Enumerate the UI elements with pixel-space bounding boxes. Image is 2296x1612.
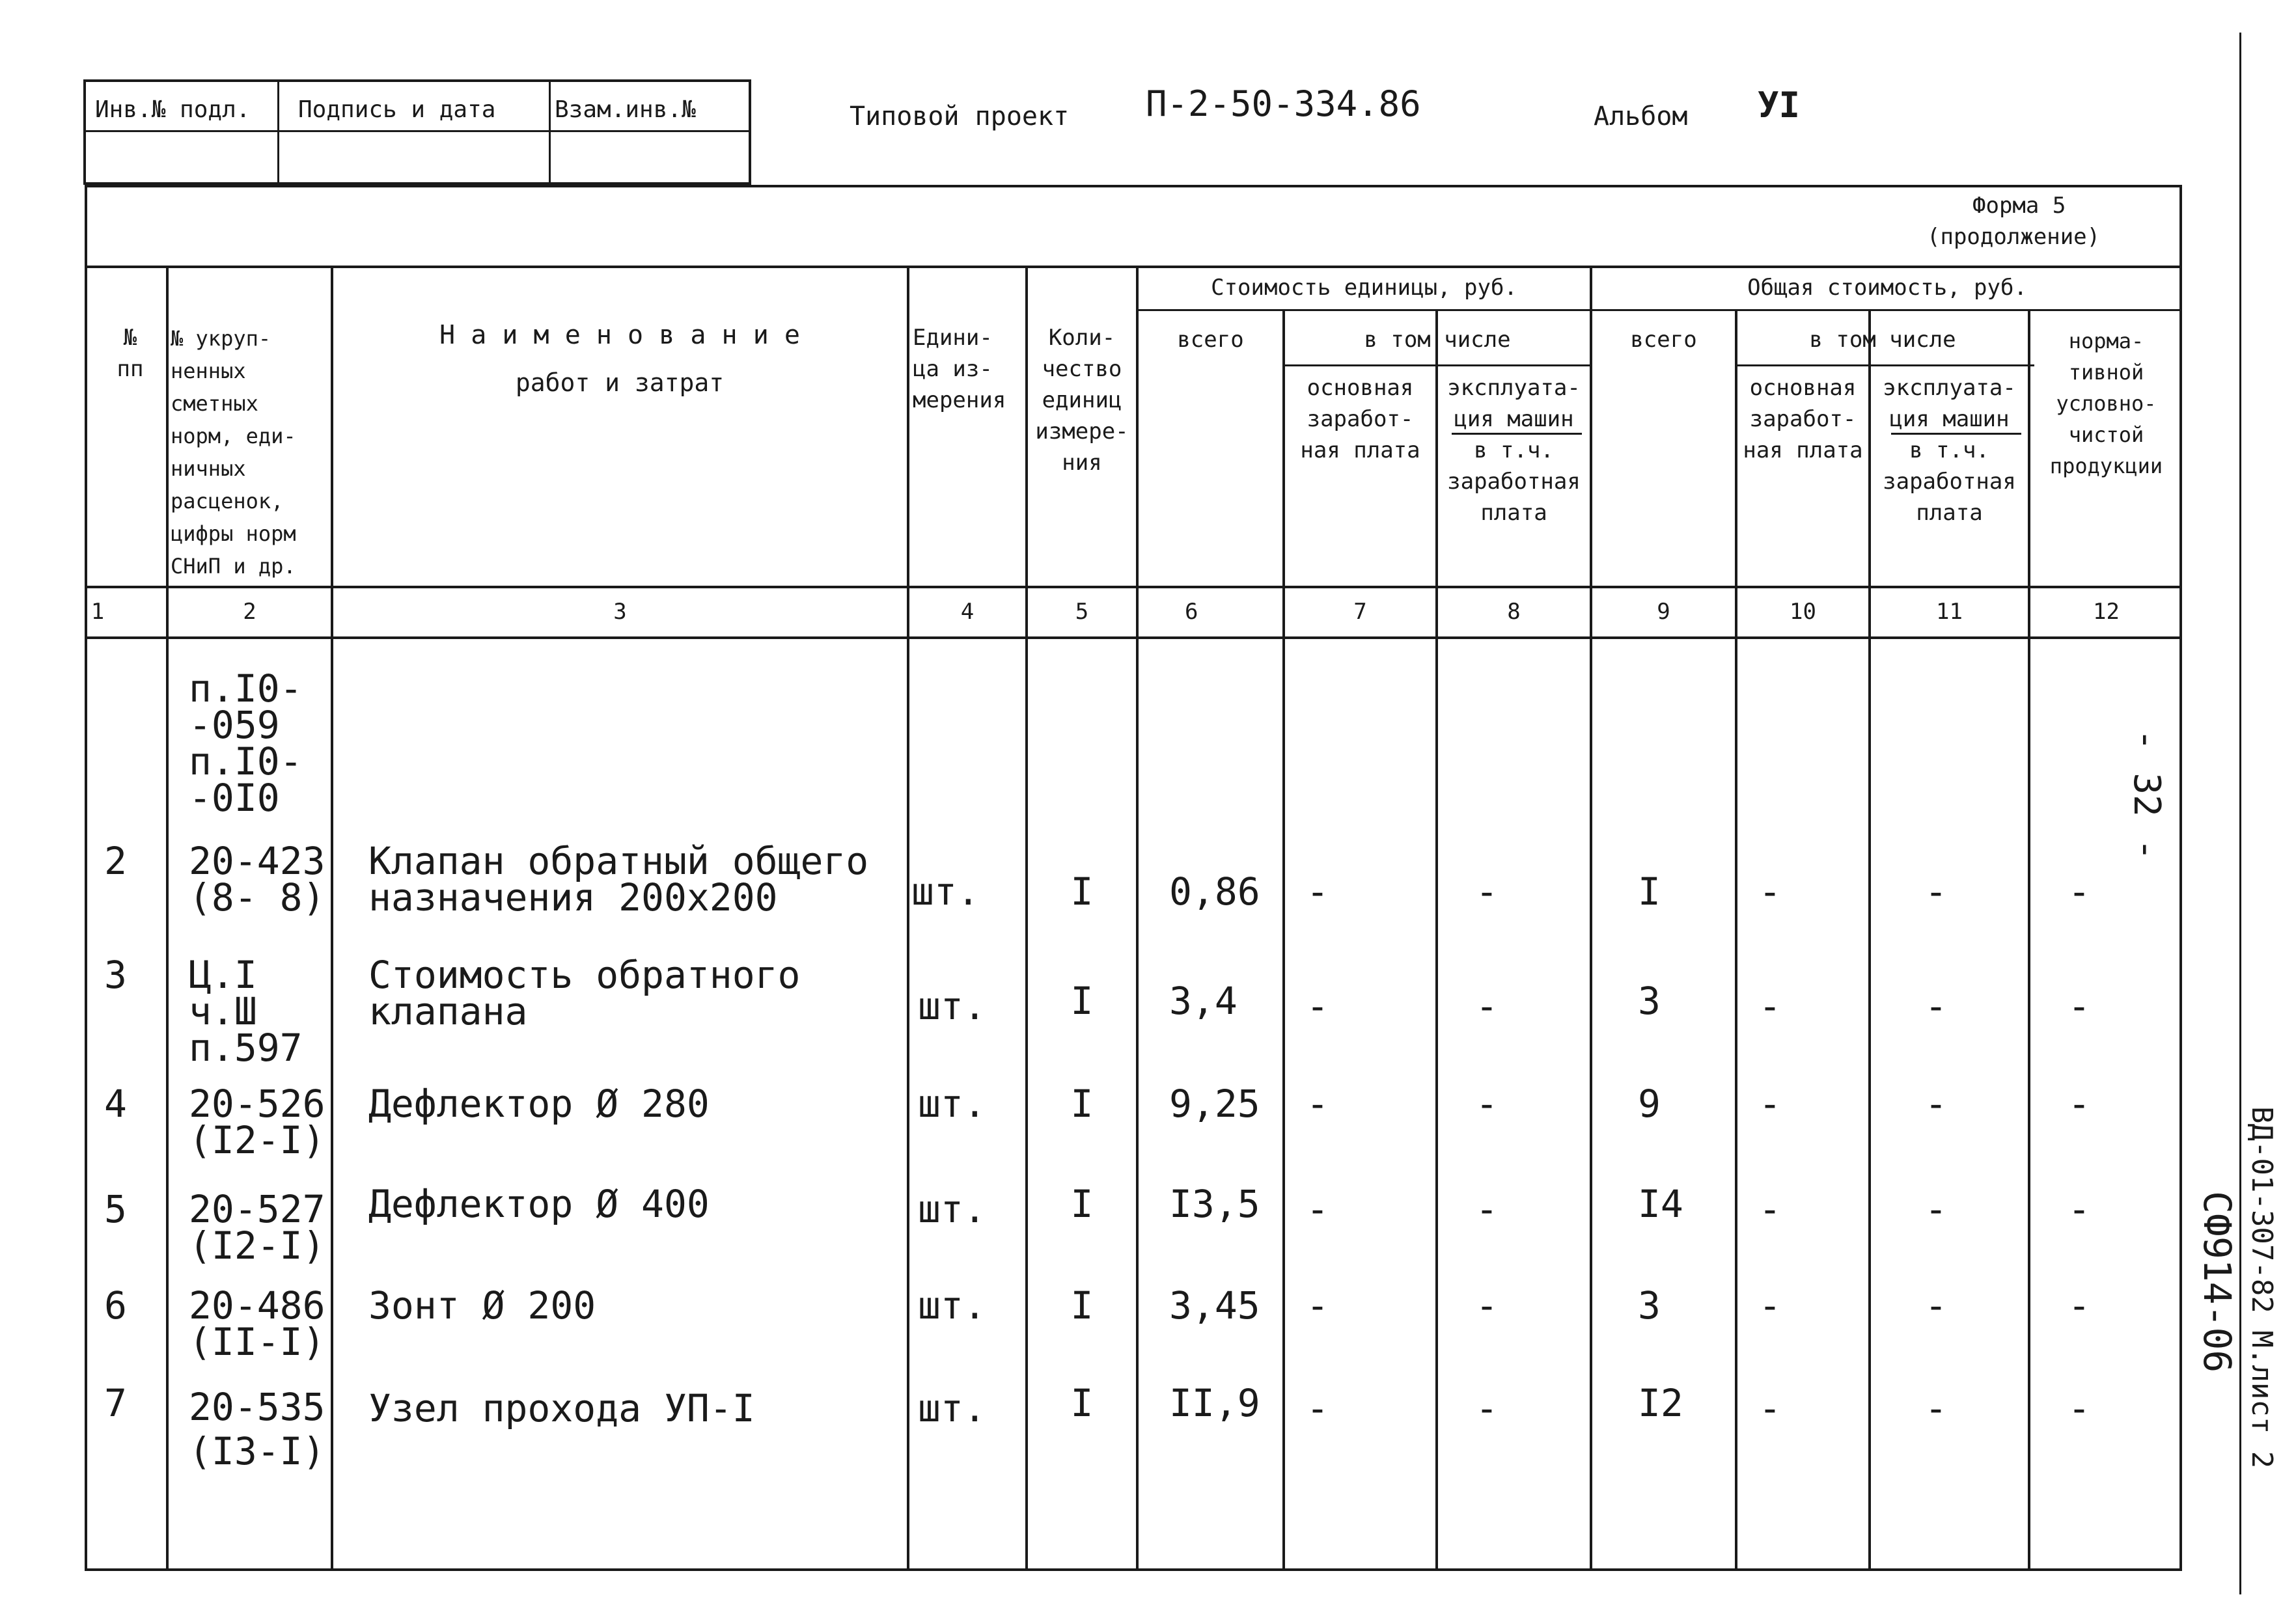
col-header-no: № пп (117, 325, 144, 382)
col-header-8-line: в т.ч. (1474, 437, 1554, 463)
row-ref-line: 20-535 (189, 1385, 325, 1429)
col-number: 12 (2093, 599, 2120, 625)
row-col8: - (1475, 1187, 1499, 1231)
form-continuation: (продолжение) (1927, 224, 2101, 250)
row-price: 3,4 (1169, 979, 1238, 1023)
row-unit: шт. (918, 1187, 986, 1231)
row-col12: - (2068, 1187, 2091, 1231)
document-code: СФ914-06 (2195, 1191, 2239, 1373)
row-col10: - (1758, 1082, 1782, 1126)
row-no: 7 (104, 1381, 127, 1425)
col-header-ref-line: цифры норм (171, 521, 296, 546)
right-margin-line (2239, 33, 2241, 1594)
row-name-line: Дефлектор Ø 280 (368, 1082, 710, 1126)
row-ref-line: (I2-I) (189, 1223, 325, 1268)
row-ref-line: ч.Ш (189, 989, 257, 1033)
stamp-podpis: Подпись и дата (298, 96, 496, 123)
row-col7: - (1306, 1283, 1329, 1328)
row-ref (189, 1187, 325, 1268)
col-header-8-line: эксплуата- (1447, 375, 1581, 401)
row-col12: - (2068, 984, 2091, 1028)
row-unit: шт. (911, 869, 980, 914)
row-name-line: Стоимость обратного (368, 953, 801, 997)
col-header-10 (1737, 372, 1868, 466)
row-col11: - (1924, 1082, 1948, 1126)
col-number: 9 (1657, 599, 1670, 625)
row-ref-line: (8- 8) (189, 875, 325, 920)
row-ref (189, 1385, 325, 1473)
row-col11: - (1924, 984, 1948, 1028)
col-header-qty-line: чество (1042, 356, 1122, 382)
sheet-reference: ВД-01-307-82 М.лист 2 (2245, 1106, 2278, 1469)
pre-reference-line: п.I0- (189, 739, 303, 784)
row-name (368, 1082, 710, 1126)
row-col8: - (1475, 984, 1499, 1028)
col-header-unit-incl: в том числе (1364, 327, 1511, 353)
row-col8: - (1475, 1082, 1499, 1126)
album-label: Альбом (1594, 102, 1688, 131)
col-header-ref-line: расценок, (171, 489, 284, 513)
pre-reference-line: п.I0- (189, 666, 303, 711)
row-no: 2 (104, 839, 127, 883)
row-price: 0,86 (1169, 869, 1260, 914)
col-header-11-line: в т.ч. (1909, 437, 1989, 463)
row-col12: - (2068, 1386, 2091, 1430)
row-ref-line: Ц.I (189, 953, 257, 997)
form-label: Форма 5 (1972, 193, 2066, 219)
row-no: 3 (104, 953, 127, 997)
row-col8: - (1475, 1283, 1499, 1328)
stamp-vzam: Взам.инв.№ (555, 96, 696, 123)
row-ref (189, 953, 303, 1070)
col-header-ref-line: ненных (171, 359, 246, 383)
row-col7: - (1306, 869, 1329, 914)
row-name (368, 1386, 755, 1430)
row-total: 9 (1638, 1082, 1661, 1126)
col-header-10-line: основная (1749, 375, 1857, 401)
row-ref-line: 20-486 (189, 1283, 325, 1328)
stamp-inv-podl: Инв.№ подл. (95, 96, 251, 123)
col-header-ref (171, 322, 333, 582)
row-qty: I (1070, 1381, 1094, 1425)
row-unit: шт. (918, 1283, 986, 1328)
row-col10: - (1758, 1386, 1782, 1430)
row-name (368, 953, 801, 1033)
row-name-line: клапана (368, 989, 528, 1033)
row-qty: I (1070, 1082, 1094, 1126)
col-number: 2 (243, 599, 256, 625)
col-number: 6 (1185, 599, 1198, 625)
row-col10: - (1758, 984, 1782, 1028)
row-col10: - (1758, 1187, 1782, 1231)
col-header-unit-line: мерения (913, 387, 1006, 413)
row-total: I (1638, 869, 1661, 914)
col-header-unit (913, 322, 1023, 416)
row-col7: - (1306, 984, 1329, 1028)
col-header-total-incl: в том числе (1809, 327, 1956, 353)
col-header-7-line: основная (1307, 375, 1414, 401)
col-header-qty-line: Коли- (1048, 325, 1116, 351)
row-price: 9,25 (1169, 1082, 1260, 1126)
row-qty: I (1070, 979, 1094, 1023)
col-header-unit-total: всего (1177, 327, 1244, 353)
row-total: I2 (1638, 1381, 1683, 1425)
col-header-12-line: норма- (2068, 329, 2144, 353)
page-number: - 32 - (2125, 729, 2168, 861)
col-header-12-line: продукции (2049, 454, 2163, 478)
col-header-8-line: плата (1480, 500, 1547, 526)
col-header-name-sub: работ и затрат (515, 368, 725, 397)
album-number: УI (1758, 85, 1801, 126)
col-number: 8 (1507, 599, 1521, 625)
project-label: Типовой проект (850, 102, 1070, 131)
col-number: 4 (960, 599, 975, 625)
row-name (368, 1182, 710, 1226)
col-header-qty (1028, 322, 1136, 478)
row-col11: - (1924, 1283, 1948, 1328)
row-price: I3,5 (1169, 1182, 1260, 1226)
row-col12: - (2068, 1082, 2091, 1126)
col-header-7 (1285, 372, 1435, 466)
pre-reference-line: -0I0 (189, 776, 280, 820)
col-header-qty-line: единиц (1042, 387, 1122, 413)
row-name (368, 839, 869, 920)
col-number: 11 (1936, 599, 1963, 625)
row-no: 6 (104, 1283, 127, 1328)
row-price: II,9 (1169, 1381, 1260, 1425)
row-col10: - (1758, 1283, 1782, 1328)
row-price: 3,45 (1169, 1283, 1260, 1328)
row-name-line: Клапан обратный общего (368, 839, 869, 883)
col-header-11-line: эксплуата- (1883, 375, 2016, 401)
col-header-8-line: ция машин (1454, 406, 1574, 432)
row-ref (189, 839, 325, 920)
project-code: П-2-50-334.86 (1146, 83, 1421, 124)
col-header-10-line: заработ- (1749, 406, 1857, 432)
row-col12: - (2068, 1283, 2091, 1328)
row-total: 3 (1638, 979, 1661, 1023)
row-col11: - (1924, 1386, 1948, 1430)
row-ref-line: (I3-I) (189, 1429, 325, 1473)
col-header-ref-line: № укруп- (171, 326, 271, 351)
row-ref-line: (I2-I) (189, 1118, 325, 1162)
row-qty: I (1070, 869, 1094, 914)
row-name-line: назначения 200х200 (368, 875, 778, 920)
row-unit: шт. (918, 1386, 986, 1430)
col-header-12-line: чистой (2068, 422, 2144, 447)
row-ref-line: 20-526 (189, 1082, 325, 1126)
pre-reference-line: -059 (189, 703, 280, 747)
col-header-ref-line: норм, еди- (171, 424, 296, 448)
row-col7: - (1306, 1386, 1329, 1430)
row-no: 4 (104, 1082, 127, 1126)
row-unit: шт. (918, 1082, 986, 1126)
col-header-8 (1438, 372, 1590, 528)
row-ref-line: п.597 (189, 1026, 303, 1070)
row-total: 3 (1638, 1283, 1661, 1328)
row-name-line: Дефлектор Ø 400 (368, 1182, 710, 1226)
col-header-unit-line: Едини- (913, 325, 993, 351)
row-unit: шт. (918, 984, 986, 1028)
col-header-qty-line: измере- (1035, 418, 1129, 444)
col-header-total-cost: Общая стоимость, руб. (1747, 275, 2027, 301)
row-ref (189, 1283, 325, 1364)
col-header-name: Н а и м е н о в а н и е (439, 320, 800, 350)
col-number: 10 (1790, 599, 1816, 625)
row-col11: - (1924, 869, 1948, 914)
row-ref-line: 20-527 (189, 1187, 325, 1231)
col-header-7-line: ная плата (1300, 437, 1420, 463)
col-header-11 (1871, 372, 2028, 528)
row-no: 5 (104, 1187, 127, 1231)
row-qty: I (1070, 1182, 1094, 1226)
row-total: I4 (1638, 1182, 1683, 1226)
col-header-unit-cost: Стоимость единицы, руб. (1211, 275, 1517, 301)
row-col8: - (1475, 869, 1499, 914)
col-header-8-line: заработная (1447, 469, 1581, 495)
col-header-qty-line: ния (1062, 450, 1102, 476)
col-number: 7 (1353, 599, 1367, 625)
col-header-ref-line: ничных (171, 456, 246, 481)
row-col10: - (1758, 869, 1782, 914)
col-header-ref-line: сметных (171, 391, 258, 416)
col-header-12-line: условно- (2056, 391, 2157, 416)
row-name-line: Зонт Ø 200 (368, 1283, 596, 1328)
col-header-10-line: ная плата (1743, 437, 1863, 463)
col-header-ref-line: СНиП и др. (171, 554, 296, 579)
row-col7: - (1306, 1187, 1329, 1231)
col-header-11-line: заработная (1883, 469, 2016, 495)
col-header-12 (2030, 325, 2182, 482)
col-header-unit-line: ца из- (913, 356, 993, 382)
row-qty: I (1070, 1283, 1094, 1328)
row-ref (189, 1082, 325, 1162)
col-number: 1 (90, 599, 105, 625)
col-header-7-line: заработ- (1307, 406, 1414, 432)
col-header-total-total: всего (1630, 327, 1697, 353)
stamp-block (83, 79, 751, 185)
col-header-11-line: плата (1916, 500, 1983, 526)
pre-references (189, 666, 303, 820)
row-ref-line: 20-423 (189, 839, 325, 883)
row-col7: - (1306, 1082, 1329, 1126)
col-header-11-line: ция машин (1889, 406, 2010, 432)
row-col11: - (1924, 1187, 1948, 1231)
row-col8: - (1475, 1386, 1499, 1430)
col-number: 5 (1075, 599, 1089, 625)
row-name-line: Узел прохода УП-I (368, 1386, 755, 1430)
row-name (368, 1283, 596, 1328)
row-col12: - (2068, 869, 2091, 914)
row-ref-line: (II-I) (189, 1320, 325, 1364)
col-number: 3 (613, 599, 627, 625)
col-header-12-line: тивной (2068, 360, 2144, 385)
